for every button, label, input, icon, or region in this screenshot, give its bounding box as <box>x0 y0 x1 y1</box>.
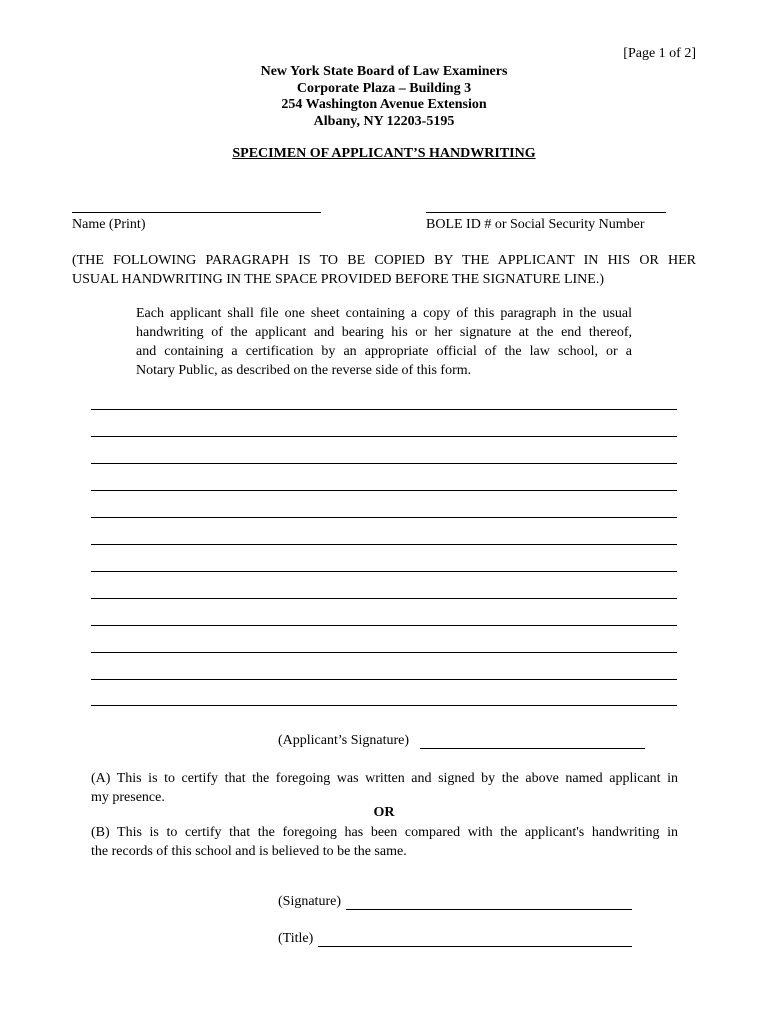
address-city: Albany, NY 12203-5195 <box>313 113 455 129</box>
handwriting-line[interactable] <box>91 517 677 518</box>
handwriting-line[interactable] <box>91 652 677 653</box>
or-separator: OR <box>373 805 395 820</box>
specimen-paragraph <box>136 304 632 380</box>
id-label: BOLE ID # or Social Security Number <box>426 217 645 232</box>
handwriting-line[interactable] <box>91 705 677 706</box>
address-building: Corporate Plaza – Building 3 <box>296 80 472 96</box>
handwriting-line[interactable] <box>91 571 677 572</box>
paragraph-line-1: Each applicant shall file one sheet containing a copy of this paragraph in the usual <box>136 306 632 321</box>
paragraph-line-4: Notary Public, as described on the reverse side of this form. <box>136 363 472 378</box>
paragraph-line-2: handwriting of the applicant and bearing his or her signature at the end thereof, <box>136 325 632 340</box>
certification-a-line-2: my presence. <box>91 790 165 805</box>
id-field[interactable] <box>426 212 666 213</box>
page-indicator: [Page 1 of 2] <box>623 46 696 61</box>
handwriting-line[interactable] <box>91 436 677 437</box>
certification-a-line-1: (A) This is to certify that the foregoing was written and signed by the above named applicant in <box>91 771 678 786</box>
applicant-signature-label: (Applicant’s Signature) <box>278 733 410 748</box>
organization-name: New York State Board of Law Examiners <box>260 64 508 79</box>
paragraph-line-3: and containing a certification by an appropriate official of the law school, or a <box>136 344 632 359</box>
handwriting-line[interactable] <box>91 409 677 410</box>
title-field[interactable] <box>318 946 632 947</box>
handwriting-line[interactable] <box>91 679 677 680</box>
form-title: SPECIMEN OF APPLICANT’S HANDWRITING <box>232 146 536 161</box>
handwriting-line[interactable] <box>91 544 677 545</box>
instruction-line-1: (THE FOLLOWING PARAGRAPH IS TO BE COPIED BY THE APPLICANT IN HIS OR HER <box>72 253 696 268</box>
handwriting-line[interactable] <box>91 463 677 464</box>
signature-label: (Signature) <box>278 894 341 909</box>
certification-a <box>91 769 678 807</box>
handwriting-line[interactable] <box>91 625 677 626</box>
address-street: 254 Washington Avenue Extension <box>281 97 487 112</box>
letterhead <box>0 64 768 130</box>
signature-field[interactable] <box>346 909 632 910</box>
name-label: Name (Print) <box>72 217 146 232</box>
certification-b-line-2: the records of this school and is believed to be the same. <box>91 844 407 859</box>
applicant-signature-field[interactable] <box>420 748 645 749</box>
certification-b <box>91 823 678 861</box>
title-label: (Title) <box>278 931 314 946</box>
name-field[interactable] <box>72 212 321 213</box>
certification-b-line-1: (B) This is to certify that the foregoing has been compared with the applicant's handwriting in <box>91 825 678 840</box>
instruction-line-2: USUAL HANDWRITING IN THE SPACE PROVIDED BEFORE THE SIGNATURE LINE.) <box>72 272 604 287</box>
handwriting-line[interactable] <box>91 490 677 491</box>
handwriting-line[interactable] <box>91 598 677 599</box>
